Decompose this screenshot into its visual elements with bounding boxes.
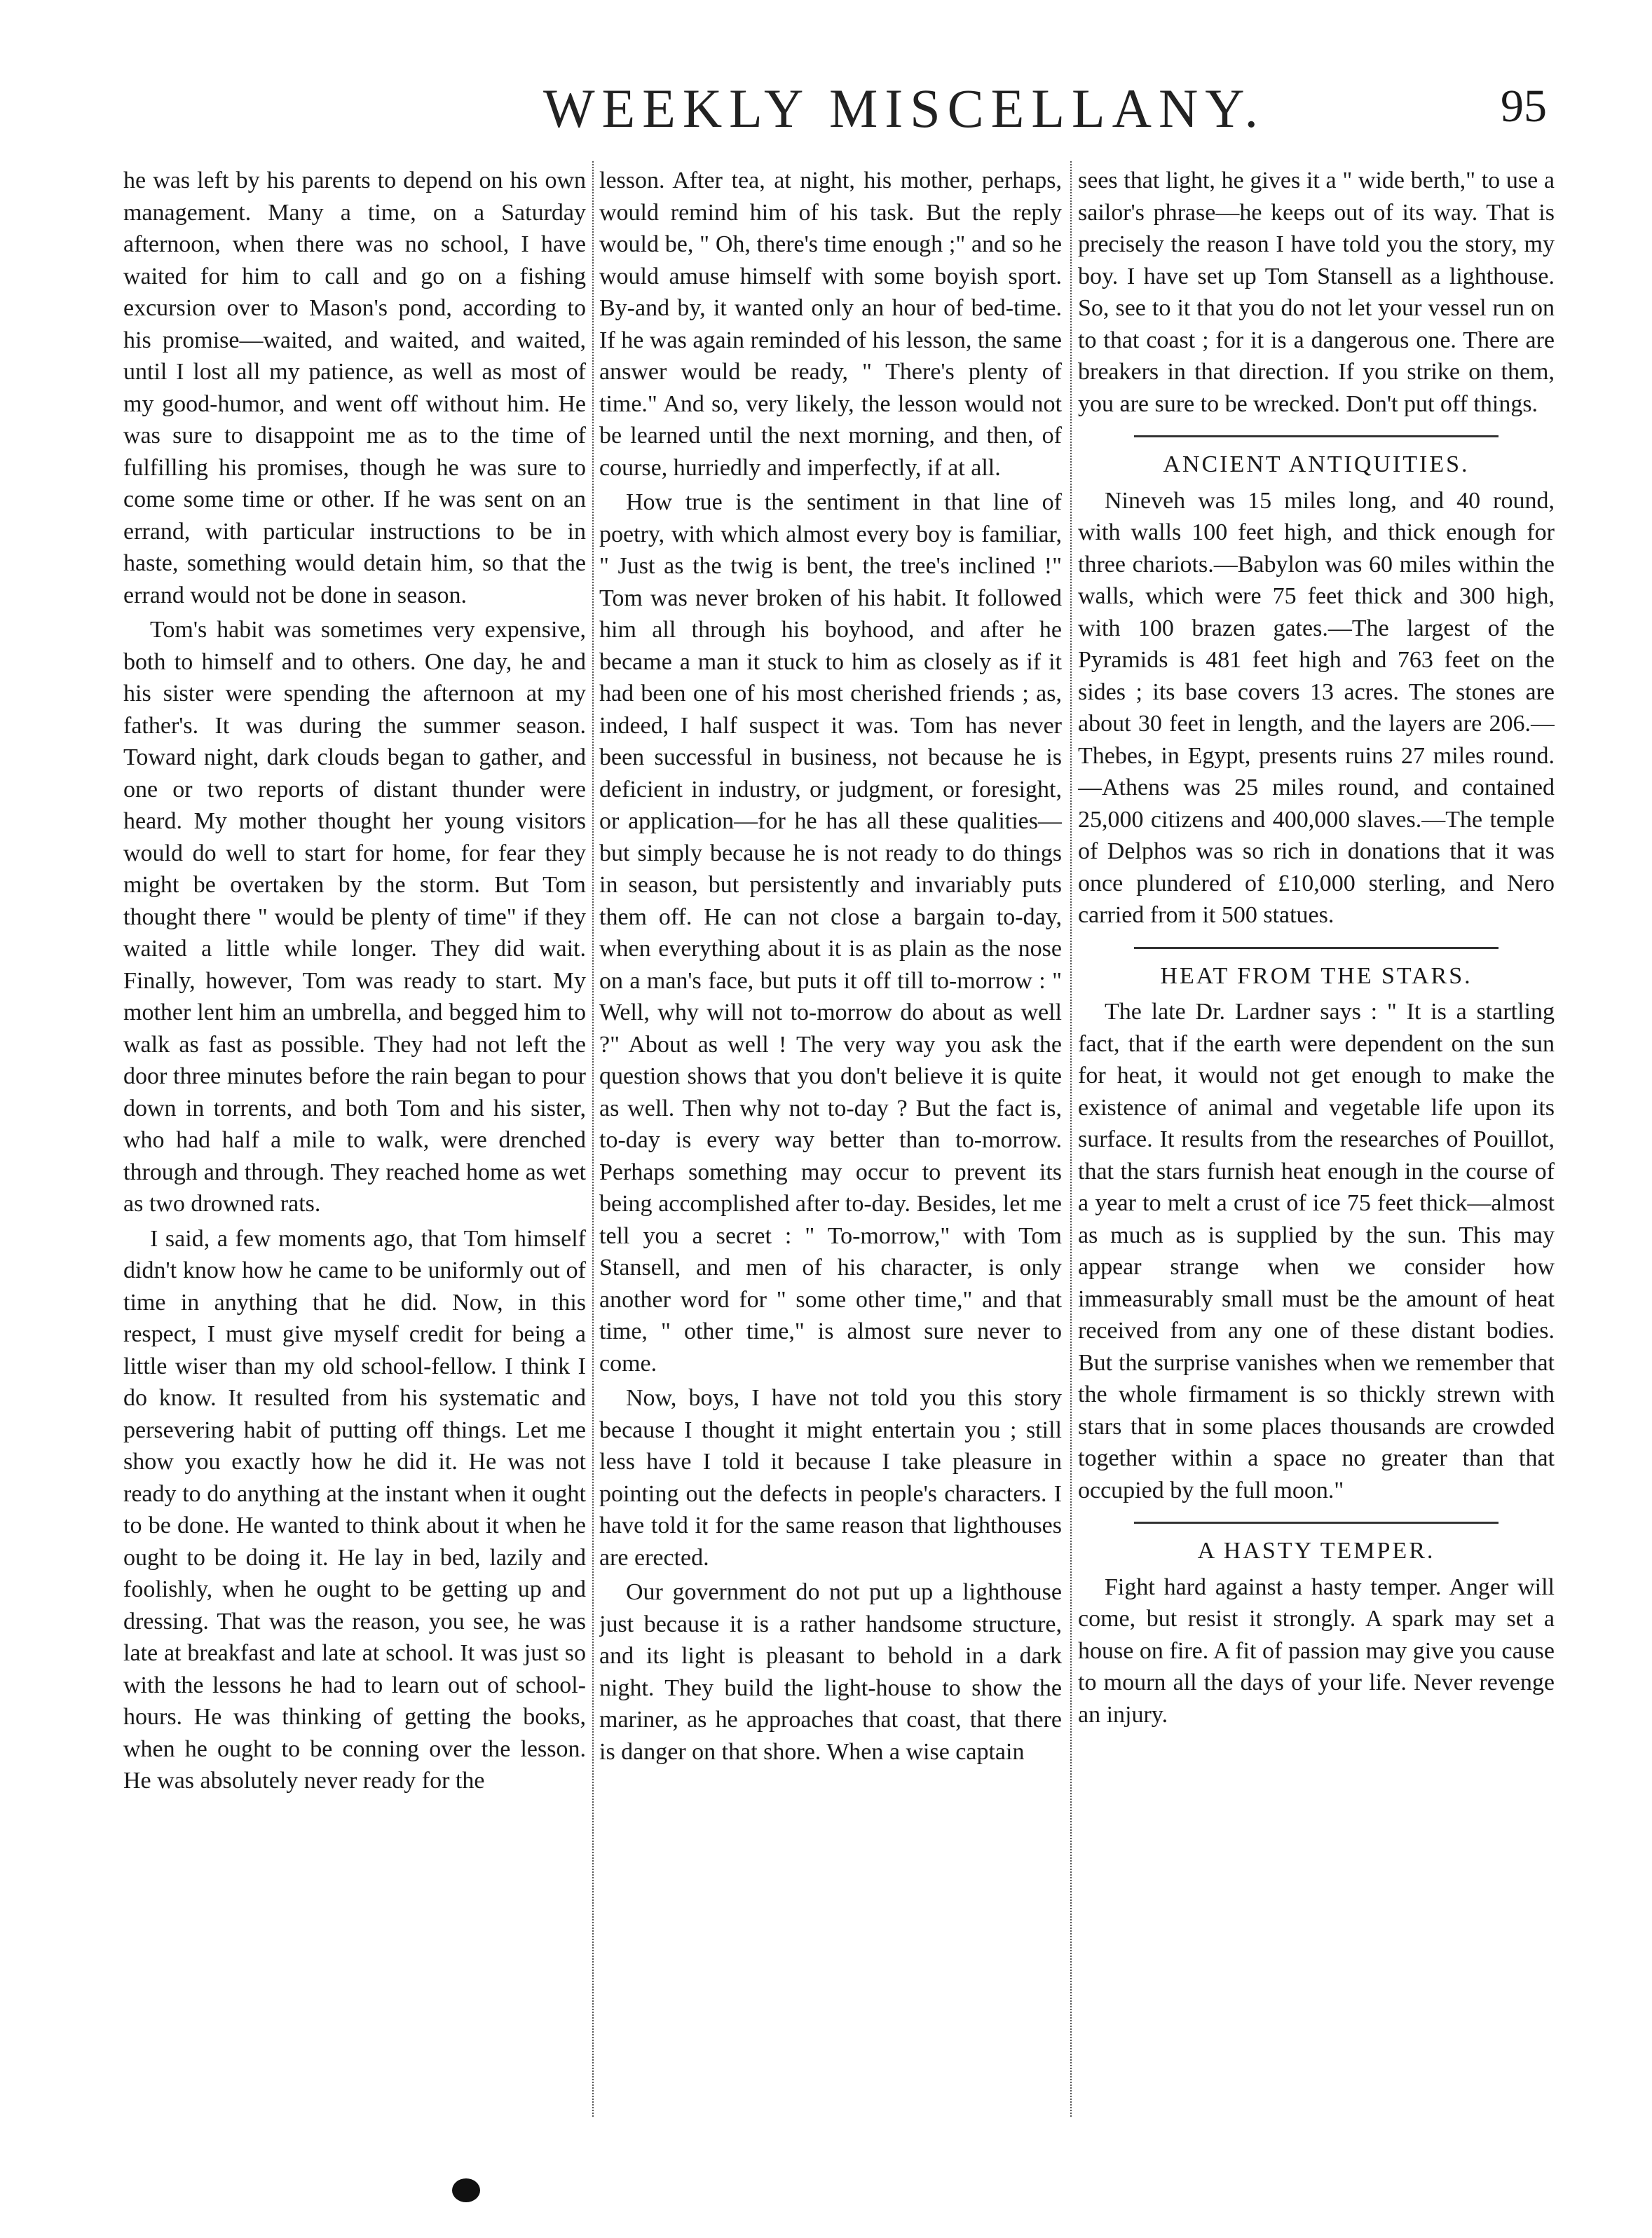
text-column-2: [599, 165, 1062, 2106]
section-divider: [1134, 947, 1499, 949]
section-body: Nineveh was 15 miles long, and 40 round, with walls 100 feet high, and thick enough for three chariots.—Babylon was 60 miles within the walls, which were 75 feet thick and 300 high, with 100 brazen gates.—The largest of the Pyramids is 481 feet high and 763 feet on the sides ; its base covers 13 acres. The stones are about 30 feet in length, and the layers are 206.—Thebes, in Egypt, presents ruins 27 miles round.—Athens was 25 miles round, and contained 25,000 citizens and 400,000 slaves.—The temple of Delphos was so rich in donations that it was once plundered of £10,000 sterling, and Nero carried from it 500 statues.: [1078, 487, 1555, 928]
running-title: WEEKLY MISCELLANY.: [542, 78, 1266, 139]
page-header: [0, 70, 1652, 154]
paragraph: Tom's habit was sometimes very expensive, both to himself and to others. One day, he and his sister were spending the afternoon at my father's. It was during the summer season. Toward night, dark clouds began to gather, and one or two reports of distant thunder were heard. My mother thought her young visitors would do well to start for home, for fear they might be overtaken by the storm. But Tom thought there " would be plenty of time" if they waited a little while longer. They did wait. Finally, however, Tom was ready to start. My mother lent him an umbrella, and begged him to walk as fast as possible. They had not left the door three minutes before the rain began to pour down in torrents, and both Tom and his sister, who had half a mile to walk, were drenched through and through. They reached home as wet as two drowned rats.: [123, 617, 586, 1217]
paragraph: lesson. After tea, at night, his mother, perhaps, would remind him of his task. But the reply would be, " Oh, there's time enough ;" and so he would amuse himself with some boyish sport. By-and by, it wanted only an hour of bed-time. If he was again reminded of his lesson, the same answer would be ready, " There's plenty of time." And so, very likely, the lesson would not be learned until the next morning, and then, of course, hurriedly and imperfectly, if at all.: [599, 168, 1062, 481]
paragraph: he was left by his parents to depend on his own management. Many a time, on a Saturday afternoon, when there was no school, I have waited for him to call and go on a fishing excursion over to Mason's pond, according to his promise—waited, and waited, and waited, until I lost all my patience, as well as most of my good-humor, and went off without him. He was sure to disappoint me as to the time of fulfilling his promises, though he was sure to come some time or other. If he was sent on an errand, with particular instructions to be in haste, something would detain him, so that the errand would not be done in season.: [123, 168, 586, 608]
section-title: A HASTY TEMPER.: [1197, 1538, 1435, 1564]
paragraph: sees that light, he gives it a " wide berth," to use a sailor's phrase—he keeps out of its way. That is precisely the reason I have told you the story, my boy. I have set up Tom Stansell as a lighthouse. So, see to it that you do not let your vessel run on to that coast ; for it is a dangerous one. There are breakers in that direction. If you strike on them, you are sure to be wrecked. Don't put off things.: [1078, 168, 1555, 417]
text-column-1: [123, 165, 586, 2106]
paragraph: I said, a few moments ago, that Tom himself didn't know how he came to be uniformly out of time in anything that he did. Now, in this respect, I must give myself credit for being a little wiser than my old school-fellow. I think I do know. It resulted from his systematic and persevering habit of putting off things. Let me show you exactly how he did it. He was not ready to do anything at the instant when it ought to be done. He wanted to think about it when he ought to be doing it. He lay in bed, lazily and foolishly, when he ought to be getting up and dressing. That was the reason, you see, he was late at breakfast and late at school. It was just so with the lessons he had to learn out of school-hours. He was thinking of getting the books, when he ought to be conning over the lesson. He was absolutely never ready for the: [123, 1225, 586, 1794]
section-divider: [1134, 435, 1499, 437]
section-divider: [1134, 1522, 1499, 1524]
text-column-3: [1078, 165, 1555, 2106]
column-divider: [592, 161, 594, 2117]
column-divider: [1070, 161, 1072, 2117]
section-body: The late Dr. Lardner says : " It is a startling fact, that if the earth were dependent on the sun for heat, it would not get enough to make the existence of animal and vegetable life upon its surface. It results from the researches of Pouillot, that the stars furnish heat enough in the course of a year to melt a crust of ice 75 feet thick—almost as much as is supplied by the sun. This may appear strange when we consider how immeasurably small must be the amount of heat received from any one of these distant bodies. But the surprise vanishes when we remember that the whole firmament is so thickly strewn with stars that in some places thousands are crowded together within a space no greater than that occupied by the full moon.": [1078, 999, 1555, 1503]
page-number: 95: [1501, 81, 1547, 132]
section-body: Fight hard against a hasty temper. Anger will come, but resist it strongly. A spark may set a house on fire. A fit of passion may give you cause to mourn all the days of your life. Never revenge an injury.: [1078, 1574, 1555, 1728]
paragraph: Our government do not put up a lighthouse just because it is a rather handsome structure, and its light is pleasant to behold in a dark night. They build the light-house to show the mariner, as he approaches that coast, that there is danger on that shore. When a wise captain: [599, 1579, 1062, 1765]
paragraph: How true is the sentiment in that line of poetry, with which almost every boy is familiar, " Just as the twig is bent, the tree's inclined !" Tom was never broken of his habit. It followed him all through his boyhood, and after he became a man it stuck to him as closely as if it had been one of his most cherished friends ; as, indeed, I half suspect it was. Tom has never been successful in business, not because he is deficient in industry, or judgment, or foresight, or application—for he has all these qualities—but simply because he is not ready to do things in season, but persistently and invariably puts them off. He can not close a bargain to-day, when everything about it is as plain as the nose on a man's face, but puts it off till to-morrow : " Well, why will not to-morrow do about as well ?" About as well ! The very way you ask the question shows that you don't believe it is quite as well. Then why not to-day ? But the fact is, to-day is every way better than to-morrow. Perhaps something may occur to prevent its being accomplished after to-day. Besides, let me tell you a secret : " To-morrow," with Tom Stansell, and men of his character, is only another word for " some other time," and that time, " other time," is almost sure never to come.: [599, 489, 1062, 1377]
section-title: HEAT FROM THE STARS.: [1160, 962, 1473, 989]
section-title: ANCIENT ANTIQUITIES.: [1163, 451, 1470, 477]
ink-blot: [452, 2178, 480, 2202]
paragraph: Now, boys, I have not told you this story because I thought it might entertain you ; still less have I told it because I take pleasure in pointing out the defects in people's characters. I have told it for the same reason that lighthouses are erected.: [599, 1385, 1062, 1571]
